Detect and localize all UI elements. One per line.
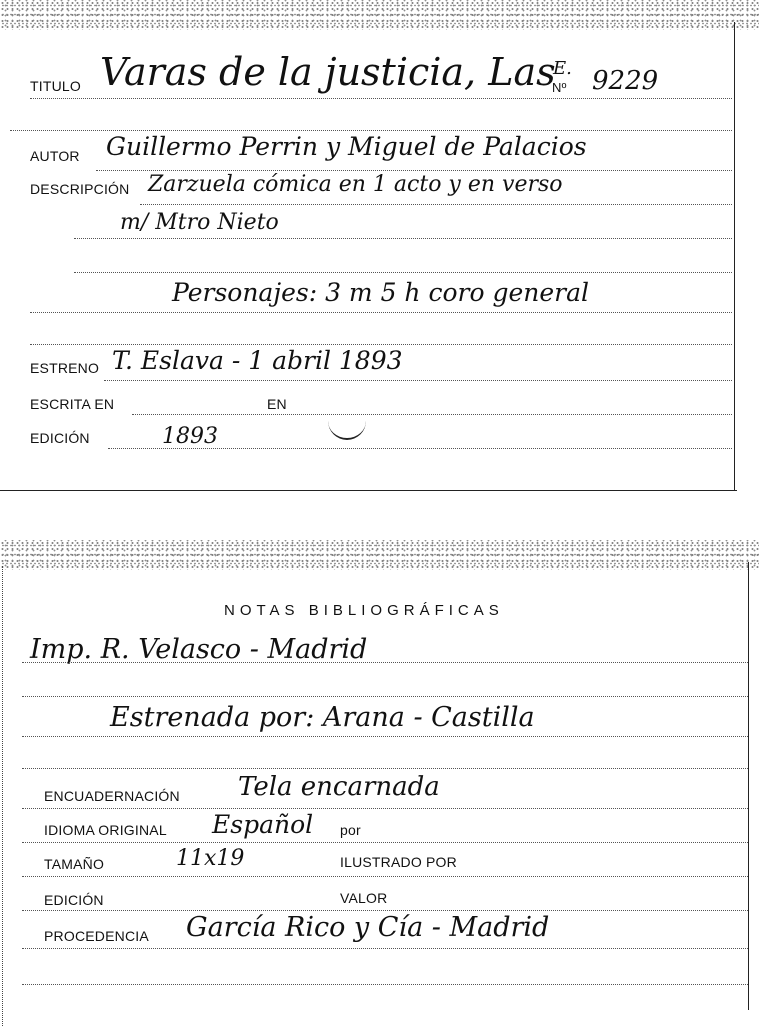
blank-line: [30, 344, 732, 345]
card-border-right-2: [748, 562, 749, 1010]
procedencia-value: García Rico y Cía - Madrid: [186, 912, 550, 943]
titulo-value: Varas de la justicia, Las: [100, 50, 556, 94]
escrita-en-line: [132, 414, 732, 415]
no-label: Nº: [552, 80, 567, 95]
autor-label: AUTOR: [30, 148, 80, 164]
note-line-2: [22, 696, 748, 697]
descripcion-line-3: [74, 272, 732, 273]
card-border-left: [2, 566, 3, 1026]
card-edge-speckle: [0, 0, 759, 30]
autor-line: [96, 170, 732, 171]
edicion-label-2: EDICIÓN: [44, 892, 104, 908]
por-label: por: [340, 822, 361, 838]
notas-heading: NOTAS BIBLIOGRÁFICAS: [224, 602, 504, 619]
autor-value: Guillermo Perrin y Miguel de Palacios: [106, 132, 587, 161]
encuadernacion-label: ENCUADERNACIÓN: [44, 788, 180, 804]
estreno-line: [104, 380, 732, 381]
encuadernacion-value: Tela encarnada: [238, 772, 440, 802]
card-border-bottom: [0, 490, 737, 491]
estreno-label: ESTRENO: [30, 360, 100, 376]
encuadernacion-line: [22, 808, 748, 809]
titulo-line-2: [10, 130, 732, 131]
descripcion-value-2: m/ Mtro Nieto: [120, 210, 279, 235]
note-line-3: [22, 736, 748, 737]
personajes-value: Personajes: 3 m 5 h coro general: [172, 278, 590, 307]
card-border-right: [734, 22, 735, 490]
catalog-card-top: [0, 0, 759, 492]
titulo-line: [30, 98, 732, 99]
personajes-line: [30, 312, 732, 313]
note-1: Imp. R. Velasco - Madrid: [30, 634, 368, 665]
edicion-value: 1893: [162, 424, 218, 449]
tamano-value: 11x19: [176, 846, 245, 871]
edicion-line: [108, 448, 732, 449]
ilustrado-label: ILUSTRADO POR: [340, 854, 457, 870]
procedencia-label: PROCEDENCIA: [44, 928, 149, 944]
descripcion-line: [140, 204, 732, 205]
numero-value: 9229: [592, 66, 659, 96]
escrita-en-label: ESCRITA EN: [30, 396, 115, 412]
valor-label: VALOR: [340, 890, 388, 906]
no-prefix-value: E.: [553, 58, 572, 79]
bottom-line: [22, 984, 748, 985]
card-edge-speckle-2: [0, 540, 759, 570]
descripcion-value-1: Zarzuela cómica en 1 acto y en verso: [148, 172, 563, 197]
idioma-value: Español: [212, 810, 314, 839]
note-line-1: [22, 662, 748, 663]
idioma-label: IDIOMA ORIGINAL: [44, 822, 167, 838]
idioma-line: [22, 842, 748, 843]
ink-mark: [328, 416, 366, 440]
note-line-4: [22, 768, 748, 769]
estreno-value: T. Eslava - 1 abril 1893: [112, 346, 403, 375]
note-2: Estrenada por: Arana - Castilla: [110, 702, 535, 733]
edicion-label: EDICIÓN: [30, 430, 90, 446]
descripcion-label: DESCRIPCIÓN: [30, 181, 130, 197]
tamano-label: TAMAÑO: [44, 856, 105, 872]
tamano-line: [22, 876, 748, 877]
titulo-label: TITULO: [30, 78, 81, 94]
procedencia-line: [22, 948, 748, 949]
descripcion-line-2: [74, 238, 732, 239]
edicion-line-2: [22, 910, 748, 911]
catalog-card-bottom: [0, 540, 759, 1028]
en-label: EN: [267, 396, 287, 412]
